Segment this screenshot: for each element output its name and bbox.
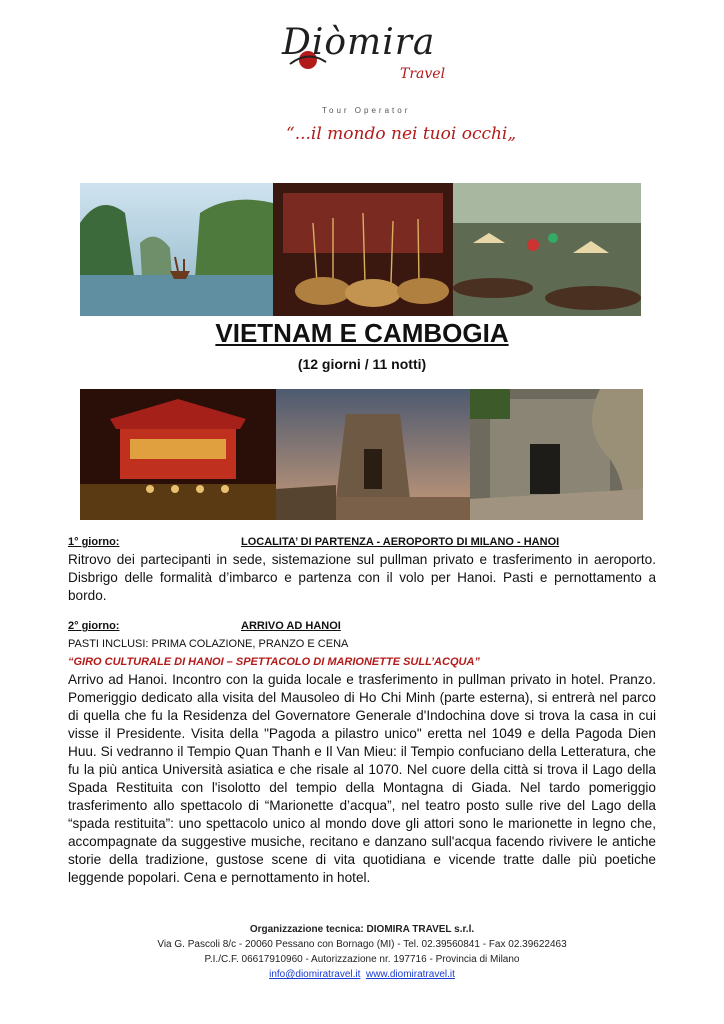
day-1-description: Ritrovo dei partecipanti in sede, sistemazione sul pullman privato e trasferimento in aeroporto. Disbrigo delle formalità d’imbarco e partenza con il volo per Hanoi. Pasti e pernottamento a bordo. [68, 552, 656, 603]
ta-prohm-ruins-photo [470, 389, 643, 520]
logo-tagline: Tour Operator [322, 106, 411, 115]
footer-organization: Organizzazione tecnica: DIOMIRA TRAVEL s.r.l. [249, 924, 475, 935]
footer-legal: P.I./C.F. 06617910960 - Autorizzazione nr. 197716 - Provincia di Milano [204, 954, 520, 965]
logo-brand-sub: Travel [400, 66, 446, 82]
photo-row-bottom [80, 389, 643, 520]
temple-incense-photo [273, 183, 453, 316]
day-2-header [68, 617, 656, 635]
water-puppet-theatre-photo [80, 389, 276, 520]
day-1-route: LOCALITA’ DI PARTENZA - AEROPORTO DI MILANO - HANOI [241, 536, 560, 548]
footer-email-link[interactable]: info@diomiratravel.it [269, 969, 361, 980]
day-2-route: ARRIVO AD HANOI [241, 620, 341, 632]
logo-brand: Diòmira [282, 22, 436, 63]
day-1-header [68, 533, 656, 551]
company-logo [282, 22, 517, 144]
day-2-highlight: “GIRO CULTURALE DI HANOI – SPETTACOLO DI MARIONETTE SULL’ACQUA” [68, 656, 480, 668]
angkor-temple-photo [276, 389, 470, 520]
itinerary [68, 533, 656, 887]
floating-market-photo [453, 183, 641, 316]
day-1-label: 1° giorno: [68, 536, 120, 548]
photo-row-top [80, 183, 641, 316]
day-2-description: Arrivo ad Hanoi. Incontro con la guida locale e trasferimento in pullman privato in hotel. Pranzo. Pomeriggio dedicato alla visita del Mausoleo di Ho Chi Minh (parte esterna), si entrerà nel parco di quella che fu la Residenza del Governatore Generale d'Indochina dove si trova la casa in cui visse il Presidente. Visita della "Pagoda a pilastro unico" eretta nel 1049 e della Pagoda Dien Huu. Si vedranno il Tempio Quan Thanh e Il Van Mieu: il Tempio confuciano della Letteratura, che fu la più antica Università asiatica e che risale al 1070. Nel cuore della città si trova il Lago della Spada Restituita con l'isolotto del tempio della Montagna di Giada. Nel tardo pomeriggio trasferimento allo spettacolo di “Marionette d’acqua”, nel teatro posto sulle rive del Lago della “spada restituita”: uno spettacolo unico al mondo dove gli attori sono le marionette in legno che, accompagnate da suggestive musiche, recitano e danzano sull'acqua facendo rivivere le antiche storie della tradizione, gustose scene di vita quotidiana e vicende tratte dalle più poetiche leggende popolari. Cena e pernottamento in hotel. [68, 672, 656, 885]
footer-website-link[interactable]: www.diomiratravel.it [365, 969, 455, 980]
page-subtitle: (12 giorni / 11 notti) [297, 356, 427, 372]
page-footer [0, 922, 724, 982]
footer-address: Via G. Pascoli 8/c - 20060 Pessano con Bornago (MI) - Tel. 02.39560841 - Fax 02.39622463 [157, 939, 567, 950]
day-2-label: 2° giorno: [68, 620, 120, 632]
logo-slogan: “...il mondo nei tuoi occhi„ [286, 124, 517, 144]
halong-bay-photo [80, 183, 273, 316]
page-title: VIETNAM E CAMBOGIA [215, 318, 509, 348]
day-2-meals: PASTI INCLUSI: PRIMA COLAZIONE, PRANZO E CENA [68, 638, 349, 650]
